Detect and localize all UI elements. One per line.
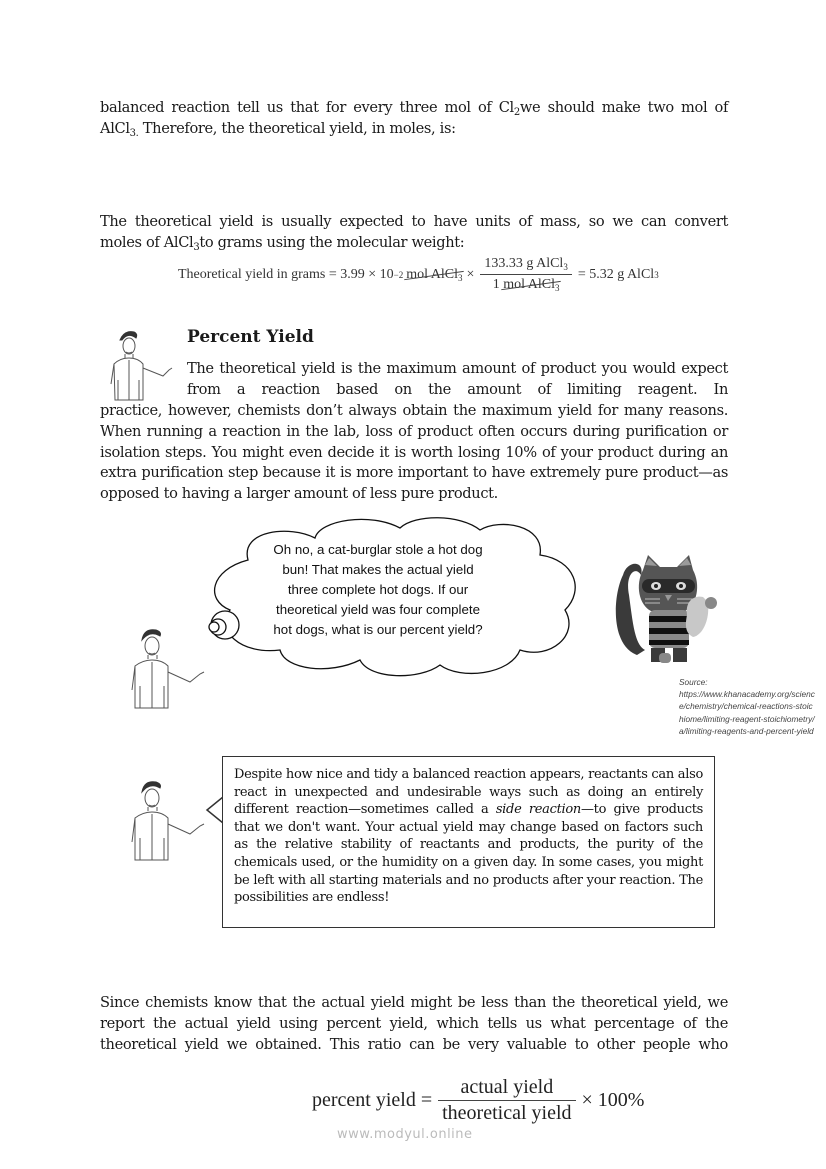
teacher-illustration-icon — [130, 780, 210, 862]
equation-grams: Theoretical yield in grams = 3.99 × 10 −2 mol AlCl$_3$ × $\frac{133.33 g AlCl_3}{1 mol AlCl_3}$ = 5.32 g AlCl 3 — [178, 256, 659, 293]
intro-paragraph — [100, 98, 728, 140]
side-reaction-term: side reaction — [495, 802, 581, 818]
mass-text: moles of AlCl — [100, 233, 194, 251]
equation-rhs: × 100% — [581, 1089, 645, 1111]
cancelled-unit — [406, 267, 462, 283]
unit-text: mol AlCl — [406, 266, 458, 282]
fraction-denominator — [480, 275, 571, 293]
watermark: www.modyul.online — [337, 1127, 473, 1142]
mass-text: to grams using the molecular weight: — [199, 233, 465, 251]
thought-bubble-text — [248, 540, 508, 640]
bubble-line: hot dogs, what is our percent yield? — [273, 622, 483, 637]
closing-paragraph: Since chemists know that the actual yield might be less than the theoretical yield, we report the actual yield using percent yield, which tells us what percentage of the theoretical yield we obtained. This ratio can be very valuable to other people who — [100, 994, 728, 1053]
cat-burglar-illustration-icon — [615, 555, 730, 670]
image-source — [679, 676, 815, 737]
mass-paragraph — [100, 212, 728, 254]
fraction-denominator: theoretical yield — [442, 1102, 572, 1124]
percent-fraction — [438, 1076, 575, 1125]
fraction-numerator — [480, 256, 571, 275]
intro-text: AlCl — [100, 119, 130, 137]
source-label: Source: — [679, 677, 708, 687]
bubble-line: three complete hot dogs. If our — [287, 582, 469, 597]
conversion-fraction — [480, 256, 571, 293]
percent-yield-body: practice, however, chemists don’t always obtain the maximum yield for many reasons. When running a reaction in the lab, loss of product often occurs during purification or isolation steps. You might even decide it is worth losing 10% of your product during an extra purification step because it is more important to have extremely pure product—as opposed to having a larger amount of less pure product. — [100, 402, 728, 503]
intro-text: we should make two mol of — [519, 99, 728, 116]
side-note-segment: Despite how nice and tidy a balanced reaction appears, reactants can also react in unexpected and undesirable ways such as doing an entirely different reaction—sometimes called a — [234, 767, 703, 818]
bubble-line: Oh no, a cat-burglar stole a hot dog — [273, 542, 483, 557]
equation-result: = 5.32 g AlCl — [577, 266, 655, 282]
teacher-illustration-icon — [130, 628, 210, 710]
side-note-box — [222, 756, 715, 928]
equation-lhs: percent yield = — [312, 1089, 433, 1111]
unit-text: mol AlCl — [503, 277, 555, 292]
bubble-line: bun! That makes the actual yield — [282, 562, 474, 577]
times-sign: × — [466, 266, 475, 282]
mass-text: The theoretical yield is usually expected to have units of mass, so we can convert — [100, 213, 728, 230]
section-heading: Percent Yield — [187, 327, 314, 347]
percent-yield-intro: The theoretical yield is the maximum amount of product you would expect from a reaction based on the amount of limiting reagent. In — [187, 360, 728, 398]
intro-text: Therefore, the theoretical yield, in moles, is: — [138, 119, 456, 137]
teacher-illustration-icon — [108, 330, 180, 402]
subscript: 3 — [457, 272, 463, 283]
numerator-text: 133.33 g AlCl — [484, 256, 564, 271]
subscript: 3 — [563, 262, 568, 272]
source-url[interactable]: https://www.khanacademy.org/science/chemistry/chemical-reactions-stoichiome/limiting-reagent-stoichiometry/a/limiting-reagents-and-percent-yield — [679, 689, 815, 736]
side-note-text — [223, 757, 714, 907]
cancelled-unit — [503, 277, 559, 292]
side-note-segment: —to give products that we don't want. Your actual yield may change based on factors such as the relative stability of reactants and products, the purity of the chemicals used, or the humidity on a given day. In some cases, you might be left with all starting materials and no products after your reaction. The possibilities are endless! — [234, 802, 703, 906]
equation-percent-yield — [312, 1076, 644, 1125]
subscript: 3 — [554, 283, 560, 293]
fraction-numerator: actual yield — [438, 1076, 575, 1101]
exponent: −2 — [393, 269, 404, 280]
subscript: 2 — [513, 107, 520, 118]
subscript: 3. — [129, 127, 139, 139]
bubble-line: theoretical yield was four complete — [276, 602, 480, 617]
intro-text: balanced reaction tell us that for every three mol of Cl — [100, 99, 514, 116]
subscript: 3 — [193, 241, 200, 253]
equation-lhs: Theoretical yield in grams = 3.99 × 10 — [178, 266, 394, 282]
denominator-text: 1 — [492, 277, 504, 292]
